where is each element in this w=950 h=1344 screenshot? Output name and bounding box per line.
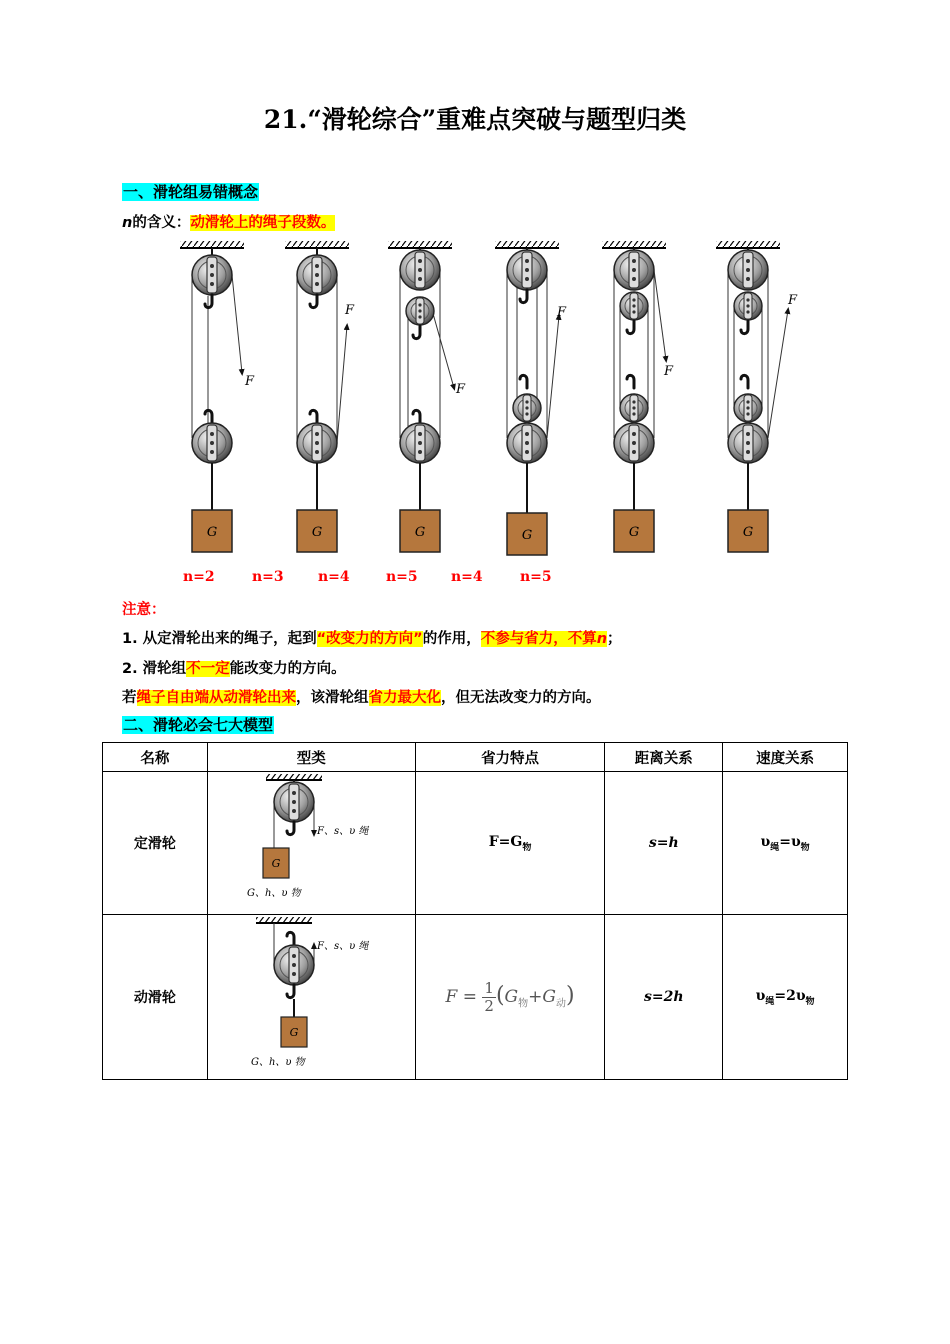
notes-heading: 注意： — [122, 602, 166, 618]
pulley-diagram-4 — [495, 241, 567, 555]
note2-highlight: 不一定 — [186, 661, 230, 677]
movable-speed-b: =2υ — [774, 987, 806, 1004]
pulley-diagram-5 — [602, 241, 674, 552]
note-line-2 — [122, 657, 346, 678]
row-movable-diagram — [207, 915, 415, 1080]
movable-speed-a: υ — [755, 987, 766, 1004]
fraction-numerator: 1 — [484, 979, 494, 997]
row-fixed-speed — [723, 772, 848, 915]
movable-pulley-diagram — [211, 915, 411, 1075]
movable-weight-label: G — [289, 1026, 299, 1039]
fixed-distance-text: s=h — [648, 835, 679, 851]
movable-force-formula: F = $\frac{1}{2}$ $(G_物+G_动)$ — [445, 979, 575, 1015]
weight-label: G — [414, 525, 426, 540]
movable-g2: G — [542, 986, 556, 1007]
n-variable: n — [122, 215, 133, 231]
n-label-1: n=2 — [183, 569, 215, 585]
n-meaning-line — [122, 211, 335, 232]
movable-g2-sub: 动 — [555, 997, 566, 1009]
fixed-force-formula — [488, 833, 532, 853]
fixed-speed-sub1: 绳 — [770, 842, 780, 853]
models-table — [102, 742, 848, 1080]
header-force: 省力特点 — [415, 743, 605, 772]
header-name: 名称 — [103, 743, 208, 772]
fixed-speed-sub2: 物 — [800, 842, 810, 853]
note1-highlight-text: 不参与省力，不算 — [480, 631, 597, 647]
fixed-force-sub: 物 — [522, 842, 532, 853]
movable-plus: + — [528, 986, 543, 1007]
row-movable-distance — [605, 915, 723, 1080]
weight-label: G — [628, 525, 640, 540]
note2-text-a: 2. 滑轮组 — [122, 661, 187, 677]
n-label-4: n=5 — [386, 569, 418, 585]
row-movable-name: 动滑轮 — [103, 915, 208, 1080]
force-label: F — [245, 374, 255, 389]
table-row — [103, 772, 848, 915]
fixed-bottom-label: G、h、υ 物 — [247, 888, 301, 899]
note-line-1 — [122, 627, 622, 648]
note1-end: ； — [607, 631, 622, 647]
force-label: F — [456, 382, 466, 397]
fixed-weight-label: G — [271, 857, 281, 870]
pulley-diagram-1 — [180, 241, 255, 552]
movable-force-fraction — [482, 980, 496, 1014]
note1-text-a: 1. 从定滑轮出来的绳子，起到 — [122, 631, 317, 647]
n-label-6: n=5 — [520, 569, 552, 585]
page-title: 21.“滑轮综合”重难点突破与题型归类 — [263, 105, 687, 134]
table-header-row — [103, 743, 848, 772]
row-movable-speed — [723, 915, 848, 1080]
note1-highlight-direction: “改变力的方向” — [316, 631, 423, 647]
pulley-diagram-2 — [285, 241, 355, 552]
movable-speed-sub2: 物 — [805, 996, 815, 1007]
n-label-5: n=4 — [451, 569, 483, 585]
row-movable-force — [415, 915, 605, 1080]
row-fixed-diagram — [207, 772, 415, 915]
note1-text-b: 的作用， — [422, 631, 481, 647]
note3-text-b: ，该滑轮组 — [296, 690, 369, 706]
weight-label: G — [311, 525, 323, 540]
fraction-denominator: 2 — [484, 996, 494, 1015]
n-label-2: n=3 — [252, 569, 284, 585]
weight-label: G — [742, 525, 754, 540]
row-fixed-force — [415, 772, 605, 915]
row-fixed-name: 定滑轮 — [103, 772, 208, 915]
movable-force-eq: = — [462, 986, 477, 1007]
pulley-groups-figure — [160, 238, 820, 563]
table-row — [103, 915, 848, 1080]
note3-highlight-2: 省力最大化 — [368, 690, 441, 706]
header-speed: 速度关系 — [723, 743, 848, 772]
header-type: 型类 — [207, 743, 415, 772]
movable-distance-text: s=2h — [644, 989, 684, 1005]
header-distance: 距离关系 — [605, 743, 723, 772]
fixed-top-label: F、s、υ 绳 — [317, 826, 369, 837]
section-heading-models: 二、滑轮必会七大模型 — [123, 716, 274, 734]
fixed-force-text: F=G — [488, 833, 523, 850]
force-label: F — [557, 305, 567, 320]
n-meaning-highlight: 动滑轮上的绳子段数。 — [190, 215, 336, 231]
pulley-diagram-6 — [716, 241, 798, 552]
movable-force-lhs: F — [445, 986, 458, 1007]
row-fixed-distance — [605, 772, 723, 915]
note2-text-b: 能改变力的方向。 — [229, 661, 346, 677]
movable-top-label: F、s、υ 绳 — [317, 941, 369, 952]
fixed-pulley-diagram — [211, 772, 411, 910]
fixed-speed-b: =υ — [779, 833, 801, 850]
movable-bottom-label: G、h、υ 物 — [251, 1057, 305, 1068]
note1-n: n — [596, 631, 608, 647]
note3-highlight-1: 绳子自由端从动滑轮出来 — [136, 690, 296, 706]
pulley-diagram-3 — [388, 241, 466, 552]
note-line-3 — [122, 686, 601, 707]
note3-text-c: ，但无法改变力的方向。 — [441, 690, 601, 706]
n-meaning-prefix: 的含义： — [132, 215, 191, 231]
movable-speed-sub1: 绳 — [765, 996, 775, 1007]
fixed-speed-a: υ — [760, 833, 771, 850]
fixed-speed-formula — [760, 833, 810, 853]
section-heading-concepts: 一、滑轮组易错概念 — [123, 183, 259, 201]
weight-label: G — [206, 525, 218, 540]
movable-speed-formula — [755, 987, 815, 1007]
force-label: F — [788, 293, 798, 308]
weight-label: G — [521, 528, 533, 543]
n-label-3: n=4 — [318, 569, 350, 585]
note1-highlight-no-effort — [481, 631, 607, 647]
note3-text-a: 若 — [122, 690, 137, 706]
force-label: F — [664, 364, 674, 379]
force-label: F — [345, 303, 355, 318]
movable-g1-sub: 物 — [518, 997, 529, 1009]
movable-g1: G — [504, 986, 519, 1007]
